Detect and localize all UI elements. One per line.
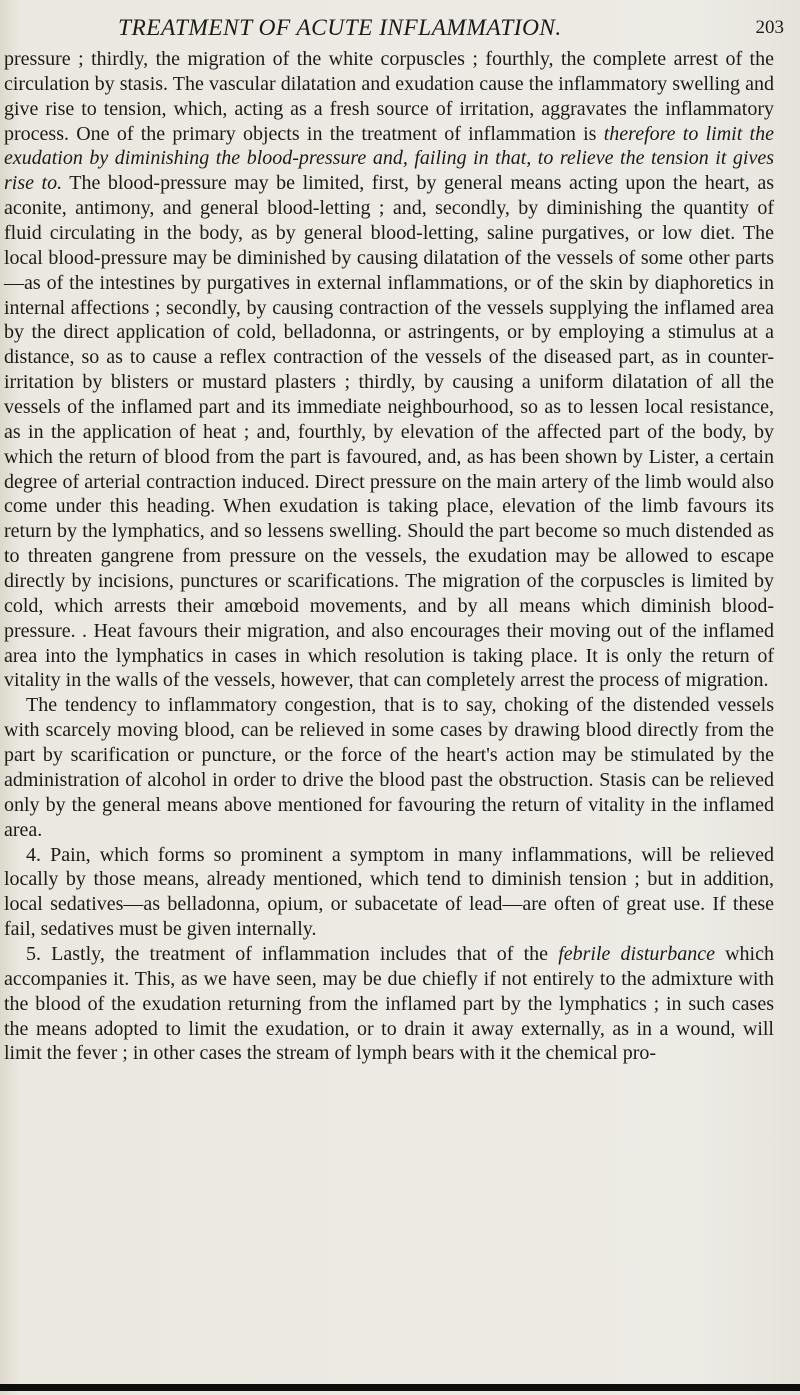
text-run: which accompanies it. This, as we have seen, may be due chiefly if not entirely to the admixture with the blood of the exudation returning from the inflamed part by the lymphatics ; in such cases the means adopted to limit the exudation, or to drain it away externally, as in a wound, will limit the fever ; in other cases the stream of lymph bears with it the chemical pro- — [4, 942, 774, 1065]
text-run: The tendency to inflammatory congestion, that is to say, choking of the distended vessels with scarcely moving blood, can be relieved in some cases by drawing blood directly from the part by scarification or puncture, or the force of the heart's action may be stimulated by the administration of alcohol in order to drive the blood past the obstruction. Stasis can be relieved only by the general means above mentioned for favouring the return of vitality in the inflamed area. — [4, 694, 774, 841]
italic-text-run: therefore to limit the exudation by diminishing the blood-pressure and, failing in that, to relieve the tension it gives rise to. — [4, 122, 774, 195]
paragraph — [0, 693, 774, 842]
italic-text-run: febrile disturbance — [558, 942, 715, 965]
running-head: TREATMENT OF ACUTE INFLAMMATION. — [118, 14, 562, 41]
body-text — [0, 47, 774, 1066]
paragraph — [0, 47, 774, 693]
text-run: 5. Lastly, the treatment of inflammation includes that of the — [26, 942, 559, 965]
page-header — [118, 12, 784, 44]
page-bottom-edge — [0, 1384, 800, 1391]
text-run: 4. Pain, which forms so prominent a symptom in many inflammations, will be relieved locally by those means, already mentioned, which tend to diminish tension ; but in addition, local sedatives—as belladonna, opium, or subacetate of lead—are often of great use. If these fail, sedatives must be given internally. — [4, 843, 774, 941]
paragraph — [0, 942, 774, 1066]
text-run: The blood-pressure may be limited, first, by general means acting upon the heart, as aconite, antimony, and general blood-letting ; and, secondly, by diminishing the quantity of fluid circulating in the body, as by general blood-letting, saline purgatives, or low diet. The local blood-pressure may be diminished by causing dilatation of the vessels of some other parts—as of the intestines by purgatives in external inflammations, or of the skin by diaphoretics in internal affections ; secondly, by causing contraction of the vessels supplying the inflamed area by the direct application of cold, belladonna, or astringents, or by employing a stimulus at a distance, so as to cause a reflex contraction of the vessels of the diseased part, as in counter-irritation by blisters or mustard plasters ; thirdly, by causing a uniform dilatation of all the vessels of the inflamed part and its immediate neighbourhood, so as to lessen local resistance, as in the application of heat ; and, fourthly, by elevation of the affected part of the body, by which the return of blood from the part is favoured, and, as has been shown by Lister, a certain degree of arterial contraction induced. Direct pressure on the main artery of the limb would also come under this heading. When exudation is taking place, elevation of the limb favours its return by the lymphatics, and so lessens swelling. Should the part become so much distended as to threaten gangrene from pressure on the vessels, the exudation may be allowed to escape directly by incisions, punctures or scarifications. The migration of the corpuscles is limited by cold, which arrests their amœboid movements, and by all means which diminish blood-pressure. . Heat favours their migration, and also encourages their moving out of the inflamed area into the lymphatics in cases in which resolution is taking place. It is only the return of vitality in the walls of the vessels, however, that can completely arrest the process of migration. — [4, 172, 774, 692]
text-run: pressure ; thirdly, the migration of the white corpuscles ; fourthly, the complete arrest of the circulation by stasis. The vascular dilatation and exudation cause the inflammatory swelling and give rise to tension, which, acting as a fresh source of irritation, aggravates the inflammatory process. One of the primary objects in the treatment of inflammation is — [4, 48, 774, 145]
paragraph — [0, 843, 774, 942]
page-number: 203 — [755, 17, 784, 38]
